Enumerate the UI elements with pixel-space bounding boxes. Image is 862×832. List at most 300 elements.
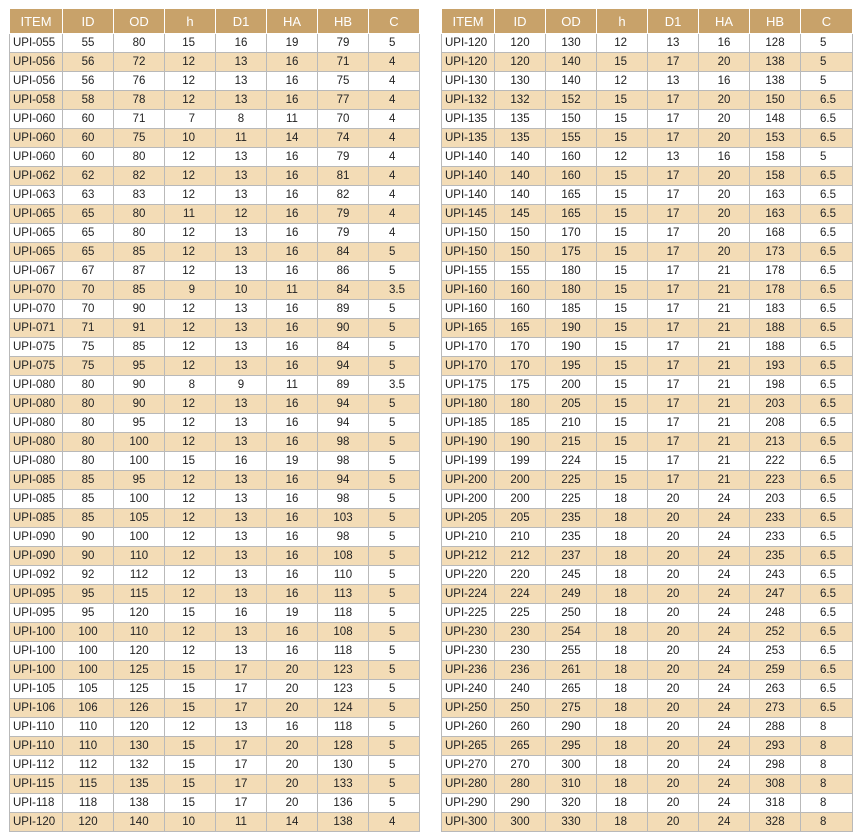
h-cell: 9 xyxy=(165,281,216,300)
table-row xyxy=(442,623,853,642)
hb-cell: 328 xyxy=(750,813,801,832)
od-cell: 275 xyxy=(546,699,597,718)
hb-cell: 84 xyxy=(318,281,369,300)
d1-cell: 13 xyxy=(216,243,267,262)
od-cell: 90 xyxy=(114,300,165,319)
ha-cell: 21 xyxy=(699,433,750,452)
d1-cell: 13 xyxy=(216,490,267,509)
d1-cell: 20 xyxy=(648,813,699,832)
ha-cell: 20 xyxy=(267,699,318,718)
hb-cell: 288 xyxy=(750,718,801,737)
od-cell: 330 xyxy=(546,813,597,832)
h-cell: 12 xyxy=(165,357,216,376)
od-cell: 130 xyxy=(114,737,165,756)
d1-cell: 20 xyxy=(648,490,699,509)
od-cell: 72 xyxy=(114,53,165,72)
c-cell: 6.5 xyxy=(801,281,853,300)
ha-cell: 24 xyxy=(699,813,750,832)
id-cell: 115 xyxy=(63,775,114,794)
h-cell: 12 xyxy=(165,167,216,186)
od-cell: 249 xyxy=(546,585,597,604)
c-cell: 4 xyxy=(369,224,420,243)
id-cell: 165 xyxy=(495,319,546,338)
h-cell: 15 xyxy=(165,699,216,718)
h-cell: 18 xyxy=(597,718,648,737)
id-cell: 85 xyxy=(63,471,114,490)
id-cell: 300 xyxy=(495,813,546,832)
id-cell: 290 xyxy=(495,794,546,813)
od-cell: 110 xyxy=(114,623,165,642)
d1-cell: 13 xyxy=(216,72,267,91)
d1-cell: 20 xyxy=(648,794,699,813)
h-cell: 15 xyxy=(597,262,648,281)
table-row xyxy=(10,680,420,699)
d1-cell: 13 xyxy=(216,566,267,585)
table-row xyxy=(442,357,853,376)
id-cell: 190 xyxy=(495,433,546,452)
table-row xyxy=(10,509,420,528)
hb-cell: 138 xyxy=(750,72,801,91)
d1-cell: 20 xyxy=(648,528,699,547)
item-cell: UPI-075 xyxy=(10,338,63,357)
item-cell: UPI-130 xyxy=(442,72,495,91)
h-cell: 18 xyxy=(597,490,648,509)
c-cell: 5 xyxy=(369,623,420,642)
ha-cell: 21 xyxy=(699,262,750,281)
c-cell: 4 xyxy=(369,53,420,72)
hb-cell: 86 xyxy=(318,262,369,281)
item-cell: UPI-230 xyxy=(442,623,495,642)
od-cell: 120 xyxy=(114,642,165,661)
item-cell: UPI-085 xyxy=(10,509,63,528)
h-cell: 10 xyxy=(165,813,216,832)
od-cell: 224 xyxy=(546,452,597,471)
od-cell: 225 xyxy=(546,490,597,509)
item-cell: UPI-165 xyxy=(442,319,495,338)
item-cell: UPI-170 xyxy=(442,338,495,357)
od-cell: 85 xyxy=(114,281,165,300)
table-row xyxy=(442,718,853,737)
table-row xyxy=(10,699,420,718)
od-cell: 290 xyxy=(546,718,597,737)
hb-cell: 308 xyxy=(750,775,801,794)
id-cell: 150 xyxy=(495,243,546,262)
table-row xyxy=(10,414,420,433)
item-cell: UPI-065 xyxy=(10,243,63,262)
item-cell: UPI-080 xyxy=(10,452,63,471)
ha-cell: 16 xyxy=(267,642,318,661)
ha-cell: 21 xyxy=(699,300,750,319)
table-header-row xyxy=(10,9,420,34)
h-cell: 11 xyxy=(165,205,216,224)
item-cell: UPI-135 xyxy=(442,129,495,148)
ha-cell: 20 xyxy=(267,737,318,756)
h-cell: 10 xyxy=(165,129,216,148)
h-cell: 12 xyxy=(165,490,216,509)
id-cell: 75 xyxy=(63,338,114,357)
id-cell: 85 xyxy=(63,509,114,528)
od-cell: 80 xyxy=(114,224,165,243)
d1-cell: 13 xyxy=(216,395,267,414)
od-cell: 170 xyxy=(546,224,597,243)
table-row xyxy=(442,604,853,623)
d1-cell: 13 xyxy=(216,186,267,205)
item-cell: UPI-100 xyxy=(10,623,63,642)
table-row xyxy=(10,737,420,756)
ha-cell: 24 xyxy=(699,756,750,775)
c-cell: 6.5 xyxy=(801,376,853,395)
item-cell: UPI-140 xyxy=(442,167,495,186)
table-row xyxy=(10,148,420,167)
hb-cell: 84 xyxy=(318,338,369,357)
table-row xyxy=(442,338,853,357)
h-cell: 15 xyxy=(597,186,648,205)
hb-cell: 71 xyxy=(318,53,369,72)
hb-cell: 252 xyxy=(750,623,801,642)
c-cell: 3.5 xyxy=(369,281,420,300)
d1-cell: 20 xyxy=(648,509,699,528)
h-cell: 18 xyxy=(597,547,648,566)
item-cell: UPI-230 xyxy=(442,642,495,661)
h-cell: 15 xyxy=(165,34,216,53)
hb-cell: 150 xyxy=(750,91,801,110)
id-cell: 85 xyxy=(63,490,114,509)
table-row xyxy=(10,490,420,509)
hb-cell: 118 xyxy=(318,604,369,623)
od-cell: 160 xyxy=(546,167,597,186)
od-cell: 295 xyxy=(546,737,597,756)
ha-cell: 20 xyxy=(699,205,750,224)
id-cell: 90 xyxy=(63,547,114,566)
c-cell: 5 xyxy=(369,395,420,414)
table-row xyxy=(10,585,420,604)
table-row xyxy=(442,319,853,338)
table-row xyxy=(10,91,420,110)
ha-cell: 14 xyxy=(267,129,318,148)
ha-cell: 24 xyxy=(699,623,750,642)
id-cell: 65 xyxy=(63,205,114,224)
c-cell: 5 xyxy=(801,72,853,91)
id-cell: 55 xyxy=(63,34,114,53)
hb-cell: 136 xyxy=(318,794,369,813)
ha-cell: 21 xyxy=(699,338,750,357)
d1-cell: 11 xyxy=(216,129,267,148)
ha-cell: 16 xyxy=(699,72,750,91)
table-row xyxy=(442,395,853,414)
c-cell: 4 xyxy=(369,148,420,167)
column-header-ha: HA xyxy=(699,9,750,34)
ha-cell: 20 xyxy=(699,186,750,205)
column-header-ha: HA xyxy=(267,9,318,34)
item-cell: UPI-155 xyxy=(442,262,495,281)
item-cell: UPI-180 xyxy=(442,395,495,414)
d1-cell: 13 xyxy=(216,433,267,452)
d1-cell: 17 xyxy=(648,110,699,129)
item-cell: UPI-120 xyxy=(442,34,495,53)
ha-cell: 20 xyxy=(699,110,750,129)
d1-cell: 13 xyxy=(216,718,267,737)
ha-cell: 21 xyxy=(699,319,750,338)
h-cell: 12 xyxy=(597,72,648,91)
od-cell: 261 xyxy=(546,661,597,680)
hb-cell: 74 xyxy=(318,129,369,148)
d1-cell: 17 xyxy=(216,737,267,756)
od-cell: 200 xyxy=(546,376,597,395)
od-cell: 210 xyxy=(546,414,597,433)
item-cell: UPI-090 xyxy=(10,547,63,566)
hb-cell: 98 xyxy=(318,433,369,452)
id-cell: 63 xyxy=(63,186,114,205)
table-row xyxy=(442,91,853,110)
table-row xyxy=(442,452,853,471)
item-cell: UPI-065 xyxy=(10,224,63,243)
spec-table-right xyxy=(441,8,853,832)
column-header-od: OD xyxy=(546,9,597,34)
table-row xyxy=(10,566,420,585)
table-row xyxy=(442,110,853,129)
h-cell: 12 xyxy=(165,148,216,167)
d1-cell: 17 xyxy=(216,775,267,794)
h-cell: 18 xyxy=(597,699,648,718)
d1-cell: 17 xyxy=(648,395,699,414)
h-cell: 15 xyxy=(597,91,648,110)
d1-cell: 20 xyxy=(648,642,699,661)
table-row xyxy=(442,661,853,680)
ha-cell: 16 xyxy=(267,585,318,604)
ha-cell: 24 xyxy=(699,794,750,813)
c-cell: 6.5 xyxy=(801,623,853,642)
od-cell: 110 xyxy=(114,547,165,566)
od-cell: 100 xyxy=(114,433,165,452)
d1-cell: 17 xyxy=(216,794,267,813)
table-row xyxy=(442,490,853,509)
ha-cell: 16 xyxy=(267,528,318,547)
c-cell: 5 xyxy=(369,699,420,718)
item-cell: UPI-080 xyxy=(10,433,63,452)
d1-cell: 20 xyxy=(648,566,699,585)
hb-cell: 89 xyxy=(318,376,369,395)
hb-cell: 183 xyxy=(750,300,801,319)
od-cell: 95 xyxy=(114,357,165,376)
item-cell: UPI-110 xyxy=(10,718,63,737)
item-cell: UPI-145 xyxy=(442,205,495,224)
c-cell: 6.5 xyxy=(801,471,853,490)
item-cell: UPI-300 xyxy=(442,813,495,832)
id-cell: 145 xyxy=(495,205,546,224)
table-body-right xyxy=(442,34,853,832)
hb-cell: 118 xyxy=(318,718,369,737)
h-cell: 12 xyxy=(165,547,216,566)
h-cell: 12 xyxy=(165,585,216,604)
ha-cell: 16 xyxy=(267,148,318,167)
table-row xyxy=(10,300,420,319)
item-cell: UPI-062 xyxy=(10,167,63,186)
ha-cell: 24 xyxy=(699,490,750,509)
h-cell: 18 xyxy=(597,775,648,794)
d1-cell: 13 xyxy=(216,623,267,642)
od-cell: 90 xyxy=(114,376,165,395)
h-cell: 18 xyxy=(597,585,648,604)
d1-cell: 16 xyxy=(216,452,267,471)
hb-cell: 90 xyxy=(318,319,369,338)
id-cell: 71 xyxy=(63,319,114,338)
d1-cell: 17 xyxy=(648,281,699,300)
d1-cell: 13 xyxy=(216,528,267,547)
ha-cell: 11 xyxy=(267,376,318,395)
ha-cell: 24 xyxy=(699,737,750,756)
table-row xyxy=(442,680,853,699)
c-cell: 4 xyxy=(369,813,420,832)
item-cell: UPI-080 xyxy=(10,376,63,395)
item-cell: UPI-220 xyxy=(442,566,495,585)
od-cell: 190 xyxy=(546,338,597,357)
od-cell: 95 xyxy=(114,471,165,490)
od-cell: 180 xyxy=(546,281,597,300)
hb-cell: 110 xyxy=(318,566,369,585)
od-cell: 152 xyxy=(546,91,597,110)
table-row xyxy=(442,547,853,566)
item-cell: UPI-270 xyxy=(442,756,495,775)
c-cell: 8 xyxy=(801,718,853,737)
ha-cell: 21 xyxy=(699,281,750,300)
hb-cell: 108 xyxy=(318,547,369,566)
d1-cell: 17 xyxy=(648,452,699,471)
hb-cell: 148 xyxy=(750,110,801,129)
h-cell: 15 xyxy=(165,661,216,680)
ha-cell: 11 xyxy=(267,281,318,300)
hb-cell: 81 xyxy=(318,167,369,186)
h-cell: 8 xyxy=(165,376,216,395)
od-cell: 100 xyxy=(114,490,165,509)
d1-cell: 17 xyxy=(216,661,267,680)
item-cell: UPI-260 xyxy=(442,718,495,737)
c-cell: 8 xyxy=(801,813,853,832)
c-cell: 8 xyxy=(801,737,853,756)
h-cell: 15 xyxy=(597,205,648,224)
id-cell: 220 xyxy=(495,566,546,585)
d1-cell: 17 xyxy=(648,91,699,110)
table-row xyxy=(10,167,420,186)
column-header-d1: D1 xyxy=(216,9,267,34)
id-cell: 120 xyxy=(495,34,546,53)
id-cell: 230 xyxy=(495,623,546,642)
h-cell: 15 xyxy=(597,357,648,376)
item-cell: UPI-105 xyxy=(10,680,63,699)
h-cell: 18 xyxy=(597,623,648,642)
hb-cell: 89 xyxy=(318,300,369,319)
d1-cell: 13 xyxy=(216,262,267,281)
c-cell: 6.5 xyxy=(801,262,853,281)
id-cell: 95 xyxy=(63,604,114,623)
id-cell: 270 xyxy=(495,756,546,775)
item-cell: UPI-095 xyxy=(10,585,63,604)
id-cell: 56 xyxy=(63,53,114,72)
hb-cell: 293 xyxy=(750,737,801,756)
table-row xyxy=(10,186,420,205)
table-row xyxy=(10,281,420,300)
table-row xyxy=(10,357,420,376)
table-row xyxy=(442,281,853,300)
od-cell: 300 xyxy=(546,756,597,775)
d1-cell: 13 xyxy=(648,148,699,167)
id-cell: 60 xyxy=(63,148,114,167)
c-cell: 6.5 xyxy=(801,452,853,471)
d1-cell: 8 xyxy=(216,110,267,129)
ha-cell: 24 xyxy=(699,680,750,699)
id-cell: 70 xyxy=(63,281,114,300)
c-cell: 5 xyxy=(369,414,420,433)
column-header-od: OD xyxy=(114,9,165,34)
h-cell: 12 xyxy=(165,414,216,433)
hb-cell: 203 xyxy=(750,395,801,414)
hb-cell: 193 xyxy=(750,357,801,376)
hb-cell: 133 xyxy=(318,775,369,794)
id-cell: 120 xyxy=(495,53,546,72)
item-cell: UPI-115 xyxy=(10,775,63,794)
id-cell: 80 xyxy=(63,376,114,395)
od-cell: 80 xyxy=(114,34,165,53)
ha-cell: 16 xyxy=(267,338,318,357)
od-cell: 180 xyxy=(546,262,597,281)
od-cell: 160 xyxy=(546,148,597,167)
od-cell: 165 xyxy=(546,186,597,205)
item-cell: UPI-150 xyxy=(442,243,495,262)
table-row xyxy=(442,566,853,585)
d1-cell: 17 xyxy=(648,376,699,395)
ha-cell: 24 xyxy=(699,604,750,623)
d1-cell: 16 xyxy=(216,34,267,53)
table-row xyxy=(10,433,420,452)
hb-cell: 163 xyxy=(750,186,801,205)
d1-cell: 13 xyxy=(216,319,267,338)
id-cell: 260 xyxy=(495,718,546,737)
d1-cell: 20 xyxy=(648,775,699,794)
table-row xyxy=(442,509,853,528)
h-cell: 12 xyxy=(165,566,216,585)
id-cell: 135 xyxy=(495,110,546,129)
d1-cell: 17 xyxy=(648,319,699,338)
od-cell: 205 xyxy=(546,395,597,414)
spec-table-left xyxy=(9,8,420,832)
item-cell: UPI-236 xyxy=(442,661,495,680)
h-cell: 15 xyxy=(597,338,648,357)
d1-cell: 20 xyxy=(648,604,699,623)
column-header-c: C xyxy=(801,9,853,34)
hb-cell: 124 xyxy=(318,699,369,718)
table-row xyxy=(10,794,420,813)
table-row xyxy=(10,661,420,680)
ha-cell: 11 xyxy=(267,110,318,129)
d1-cell: 17 xyxy=(648,167,699,186)
od-cell: 250 xyxy=(546,604,597,623)
h-cell: 15 xyxy=(597,452,648,471)
table-row xyxy=(10,642,420,661)
c-cell: 5 xyxy=(369,262,420,281)
d1-cell: 17 xyxy=(648,53,699,72)
od-cell: 100 xyxy=(114,528,165,547)
table-row xyxy=(442,585,853,604)
ha-cell: 16 xyxy=(699,148,750,167)
id-cell: 60 xyxy=(63,110,114,129)
od-cell: 155 xyxy=(546,129,597,148)
hb-cell: 273 xyxy=(750,699,801,718)
h-cell: 12 xyxy=(165,224,216,243)
table-row xyxy=(10,452,420,471)
table-row xyxy=(442,53,853,72)
ha-cell: 16 xyxy=(267,357,318,376)
ha-cell: 16 xyxy=(267,72,318,91)
table-row xyxy=(442,376,853,395)
